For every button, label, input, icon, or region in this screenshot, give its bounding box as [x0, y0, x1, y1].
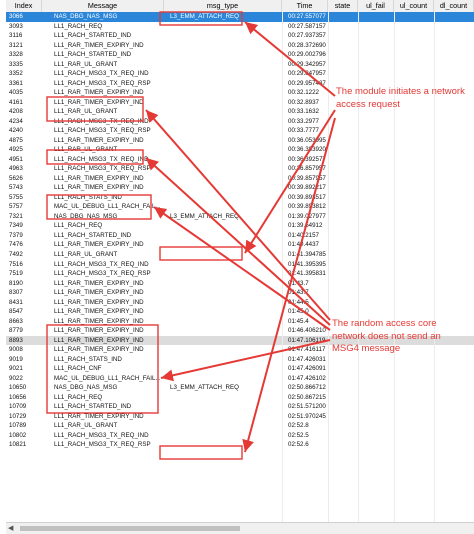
horizontal-scrollbar[interactable] — [6, 522, 474, 534]
col-index-header[interactable]: Index — [6, 0, 42, 12]
row-index: 3328 — [9, 51, 23, 59]
row-index: 9022 — [9, 374, 23, 382]
row-message: LL1_RAR_UL_GRANT — [54, 251, 118, 258]
row-message: LL1_RACH_STARTED_IND — [54, 231, 132, 239]
row-time: 02:52.6 — [288, 441, 309, 449]
table-row[interactable] — [6, 60, 474, 70]
row-index: 3335 — [9, 60, 23, 68]
row-index: 10709 — [9, 403, 27, 411]
row-message: LL1_RAR_TIMER_EXPIRY_IND — [54, 327, 144, 335]
row-time: 00:33.1632 — [288, 108, 319, 116]
row-index: 5626 — [9, 174, 23, 182]
row-index: 3116 — [9, 32, 23, 40]
row-message: LL1_RAR_TIMER_EXPIRY_IND — [54, 174, 144, 182]
row-message: LL1_RACH_MSG3_TX_REQ_RSP — [54, 165, 151, 173]
row-time: 00:28.372690 — [288, 41, 326, 49]
table-row[interactable] — [6, 269, 474, 279]
row-index: 7519 — [9, 270, 23, 278]
table-row[interactable] — [6, 288, 474, 298]
row-time: 01:40.4437 — [288, 241, 319, 249]
row-message: LL1_RACH_MSG3_TX_REQ_IND — [54, 70, 149, 78]
table-row[interactable] — [6, 240, 474, 250]
row-index: 3352 — [9, 70, 23, 78]
row-index: 7492 — [9, 251, 23, 258]
table-row[interactable] — [6, 41, 474, 51]
table-row[interactable] — [6, 383, 474, 393]
row-message: LL1_RAR_TIMER_EXPIRY_IND — [54, 136, 144, 144]
table-row[interactable] — [6, 174, 474, 184]
row-index: 10789 — [9, 422, 27, 430]
row-index: 7379 — [9, 231, 23, 239]
row-time: 01:40.2157 — [288, 231, 319, 239]
row-index: 7349 — [9, 222, 23, 230]
row-time: 01:45.0 — [288, 308, 309, 316]
row-index: 8431 — [9, 298, 23, 306]
table-row[interactable] — [6, 402, 474, 412]
row-message: LL1_RAR_UL_GRANT — [54, 422, 118, 430]
row-message: LL1_RACH_MSG3_TX_REQ_IND — [54, 117, 149, 125]
col-ul-fail-header[interactable]: ul_fail — [358, 0, 394, 12]
row-time: 00:32.8937 — [288, 98, 319, 106]
table-row[interactable] — [6, 126, 474, 136]
row-time: 02:52.5 — [288, 431, 309, 439]
row-time: 00:39.892217 — [288, 184, 326, 192]
table-row[interactable] — [6, 145, 474, 155]
table-row[interactable] — [6, 202, 474, 212]
row-message: LL1_RAR_TIMER_EXPIRY_IND — [54, 89, 144, 97]
row-message: LL1_RAR_TIMER_EXPIRY_IND — [54, 184, 144, 192]
row-index: 5757 — [9, 203, 23, 211]
log-table — [6, 0, 474, 522]
table-row[interactable] — [6, 50, 474, 60]
row-index: 4951 — [9, 155, 23, 163]
row-msg-type: L3_EMM_ATTACH_REQ — [170, 13, 239, 20]
row-time: 01:41.394785 — [288, 251, 326, 258]
table-row[interactable] — [6, 298, 474, 308]
row-message: LL1_RACH_MSG3_TX_REQ_RSP — [54, 79, 151, 87]
row-message: LL1_RACH_STARTED_IND — [54, 51, 132, 59]
row-time: 01:47.426091 — [288, 365, 326, 373]
row-message: LL1_RACH_MSG3_TX_REQ_RSP — [54, 441, 151, 449]
table-row[interactable] — [6, 364, 474, 374]
row-time: 01:47.426031 — [288, 355, 326, 363]
row-index: 9019 — [9, 355, 23, 363]
row-time: 00:39.857957 — [288, 174, 326, 182]
row-message: LL1_RACH_MSG3_TX_REQ_RSP — [54, 127, 151, 135]
row-index: 4234 — [9, 117, 23, 125]
scrollbar-thumb[interactable] — [20, 526, 240, 531]
row-message: NAS_DBG_NAS_MSG — [54, 13, 118, 20]
table-row[interactable] — [6, 279, 474, 289]
table-row[interactable] — [6, 421, 474, 431]
row-message: LL1_RACH_MSG3_TX_REQ_IND — [54, 260, 149, 268]
table-row[interactable] — [6, 12, 474, 22]
col-state-header[interactable]: state — [328, 0, 358, 12]
column-divider — [282, 12, 283, 522]
row-message: LL1_RAR_UL_GRANT — [54, 146, 118, 154]
row-message: LL1_RAR_TIMER_EXPIRY_IND — [54, 41, 144, 49]
row-time: 00:29.957437 — [288, 79, 326, 87]
row-message: LL1_RACH_REQ — [54, 393, 103, 401]
table-row[interactable] — [6, 212, 474, 222]
table-row[interactable] — [6, 250, 474, 260]
row-message: LL1_RACH_MSG3_TX_REQ_IND — [54, 155, 149, 163]
row-time: 00:36.392577 — [288, 155, 326, 163]
row-time: 01:43.7 — [288, 279, 309, 287]
row-time: 00:29.847957 — [288, 70, 326, 78]
row-time: 00:36.053995 — [288, 136, 326, 144]
annotation-no-msg4: The random access core network does not send an MSG4 message — [332, 318, 441, 354]
row-message: LL1_RACH_REQ — [54, 222, 103, 230]
table-row[interactable] — [6, 183, 474, 193]
row-index: 10650 — [9, 384, 27, 392]
row-index: 7516 — [9, 260, 23, 268]
row-message: LL1_RAR_TIMER_EXPIRY_IND — [54, 279, 144, 287]
col-message-header[interactable]: Message — [42, 0, 164, 12]
row-time: 00:32.1222 — [288, 89, 319, 97]
table-row[interactable] — [6, 69, 474, 79]
row-message: LL1_RAR_TIMER_EXPIRY_IND — [54, 412, 144, 420]
table-row[interactable] — [6, 431, 474, 441]
row-message: LL1_RACH_STATS_IND — [54, 355, 122, 363]
row-time: 01:47.426102 — [288, 374, 326, 382]
row-time: 01:43.7 — [288, 289, 309, 297]
row-index: 7321 — [9, 212, 23, 220]
row-time: 01:44.5 — [288, 298, 309, 306]
row-time: 00:39.893517 — [288, 193, 326, 201]
row-time: 00:36.383920 — [288, 146, 326, 154]
col-ul-count-header[interactable]: ul_count — [394, 0, 434, 12]
row-index: 4208 — [9, 108, 23, 116]
table-row[interactable] — [6, 155, 474, 165]
row-message: MAC_UL_DEBUG_LL1_RACH_FAIL... — [54, 374, 161, 382]
row-time: 00:33.2977 — [288, 117, 319, 125]
row-time: 01:39.54912 — [288, 222, 323, 230]
row-index: 8547 — [9, 308, 23, 316]
row-message: LL1_RAR_TIMER_EXPIRY_IND — [54, 336, 144, 344]
row-message: LL1_RAR_TIMER_EXPIRY_IND — [54, 308, 144, 316]
row-index: 10729 — [9, 412, 27, 420]
row-message: LL1_RAR_TIMER_EXPIRY_IND — [54, 98, 144, 106]
row-time: 00:29.002796 — [288, 51, 326, 59]
row-index: 7476 — [9, 241, 23, 249]
scroll-left-icon[interactable]: ◀ — [8, 524, 14, 532]
row-message: LL1_RACH_STATS_IND — [54, 193, 122, 201]
row-time: 02:51.571200 — [288, 403, 326, 411]
row-index: 4875 — [9, 136, 23, 144]
row-time: 01:39.027977 — [288, 212, 326, 220]
row-time: 01:45.4 — [288, 317, 309, 325]
table-row[interactable] — [6, 374, 474, 384]
row-message: LL1_RACH_MSG3_TX_REQ_IND — [54, 431, 149, 439]
row-message: LL1_RACH_CNF — [54, 365, 102, 373]
row-index: 8663 — [9, 317, 23, 325]
row-time: 01:41.395395 — [288, 260, 326, 268]
row-index: 3121 — [9, 41, 23, 49]
table-row[interactable] — [6, 260, 474, 270]
row-index: 4161 — [9, 98, 23, 106]
row-message: LL1_RACH_STARTED_IND — [54, 403, 132, 411]
table-row[interactable] — [6, 440, 474, 450]
table-row[interactable] — [6, 31, 474, 41]
row-time: 00:27.557077 — [288, 13, 326, 20]
row-message: LL1_RAR_TIMER_EXPIRY_IND — [54, 289, 144, 297]
row-index: 4035 — [9, 89, 23, 97]
row-time: 02:50.866712 — [288, 384, 326, 392]
row-index: 4925 — [9, 146, 23, 154]
row-time: 00:36.857957 — [288, 165, 326, 173]
row-msg-type: L3_EMM_ATTACH_REQ — [170, 212, 239, 220]
row-time: 00:39.893812 — [288, 203, 326, 211]
row-message: LL1_RAR_TIMER_EXPIRY_IND — [54, 298, 144, 306]
row-index: 8779 — [9, 327, 23, 335]
row-time: 01:47.106119 — [288, 336, 326, 344]
table-row[interactable] — [6, 221, 474, 231]
col-time-header[interactable]: Time — [282, 0, 328, 12]
row-index: 4963 — [9, 165, 23, 173]
row-time: 00:33.7777 — [288, 127, 319, 135]
row-message: LL1_RAR_TIMER_EXPIRY_IND — [54, 317, 144, 325]
row-index: 9021 — [9, 365, 23, 373]
table-row[interactable] — [6, 412, 474, 422]
row-index: 10821 — [9, 441, 27, 449]
table-row[interactable] — [6, 164, 474, 174]
row-index: 4240 — [9, 127, 23, 135]
row-message: LL1_RAR_TIMER_EXPIRY_IND — [54, 346, 144, 354]
row-index: 5755 — [9, 193, 23, 201]
table-row[interactable] — [6, 136, 474, 146]
col-dl-count-header[interactable]: dl_count — [434, 0, 474, 12]
row-time: 02:52.8 — [288, 422, 309, 430]
row-message: LL1_RACH_STARTED_IND — [54, 32, 132, 40]
row-index: 3066 — [9, 13, 23, 20]
row-index: 3361 — [9, 79, 23, 87]
col-msg-type-header[interactable]: msg_type — [164, 0, 282, 12]
row-time: 02:50.867215 — [288, 393, 326, 401]
table-row[interactable] — [6, 355, 474, 365]
row-time: 01:47.416117 — [288, 346, 326, 354]
row-time: 01:46.406210 — [288, 327, 326, 335]
row-index: 10656 — [9, 393, 27, 401]
table-row[interactable] — [6, 307, 474, 317]
row-message: NAS_DBG_NAS_MSG — [54, 212, 118, 220]
table-row[interactable] — [6, 193, 474, 203]
row-index: 3093 — [9, 22, 23, 30]
row-message: LL1_RACH_MSG3_TX_REQ_RSP — [54, 270, 151, 278]
row-index: 8190 — [9, 279, 23, 287]
annotation-network-access: The module initiates a network access request — [336, 86, 465, 110]
row-time: 01:41.395831 — [288, 270, 326, 278]
row-message: LL1_RAR_UL_GRANT — [54, 108, 118, 116]
row-message: LL1_RAR_UL_GRANT — [54, 60, 118, 68]
table-row[interactable] — [6, 393, 474, 403]
row-index: 10802 — [9, 431, 27, 439]
row-time: 00:29.342957 — [288, 60, 326, 68]
row-message: LL1_RACH_REQ — [54, 22, 103, 30]
row-time: 02:51.970245 — [288, 412, 326, 420]
row-time: 00:27.937357 — [288, 32, 326, 40]
row-index: 8893 — [9, 336, 23, 344]
table-row[interactable] — [6, 231, 474, 241]
row-message: NAS_DBG_NAS_MSG — [54, 384, 118, 392]
row-time: 00:27.587157 — [288, 22, 326, 30]
table-row[interactable] — [6, 22, 474, 32]
row-message: MAC_UL_DEBUG_LL1_RACH_FAIL... — [54, 203, 161, 211]
table-row[interactable] — [6, 117, 474, 127]
row-index: 5743 — [9, 184, 23, 192]
row-index: 8307 — [9, 289, 23, 297]
column-divider — [328, 12, 329, 522]
row-message: LL1_RAR_TIMER_EXPIRY_IND — [54, 241, 144, 249]
row-msg-type: L3_EMM_ATTACH_REQ — [170, 384, 239, 392]
row-index: 9008 — [9, 346, 23, 354]
